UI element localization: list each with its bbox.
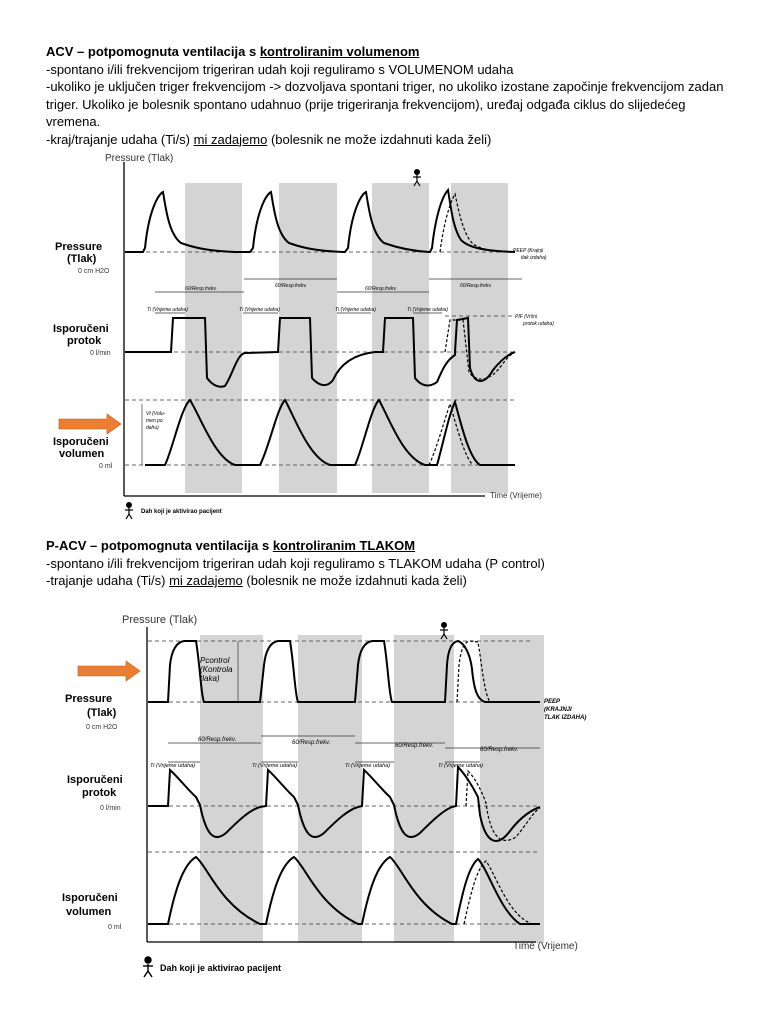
pacv-heading-text: P-ACV – potpomognuta ventilacija s [46, 538, 273, 553]
peep-label-2: (KRAJNJI [544, 707, 572, 713]
inspiration-bands [200, 635, 544, 943]
flow-zero: 0 l/min [90, 350, 111, 357]
flow-zero: 0 l/min [100, 805, 121, 812]
pacv-line-2-post: (bolesnik ne može izdahnuti kada želi) [242, 573, 467, 588]
freq-label-1: 60/Resp.frekv. [198, 737, 237, 743]
freq-label-2: 60/Resp.frekv. [292, 740, 331, 746]
arrow-icon [78, 661, 140, 681]
vt-label: Vt (Volu- [146, 411, 166, 417]
ti-label-3: Ti (Vrijeme udaha) [345, 763, 391, 769]
ti-label-2: Ti (Vrijeme udaha) [252, 763, 298, 769]
ti-label-4: Ti (Vrijeme udaha) [438, 763, 484, 769]
freq-label-2: 60/Resp.frekv. [275, 283, 307, 289]
axis-time-label: Time (Vrijeme) [513, 941, 578, 952]
peep-label: PEEP (Krajnji [513, 248, 544, 254]
pcontrol-label-2: (Kontrola [200, 665, 233, 674]
freq-label-4: 60/Resp.frekv. [480, 747, 519, 753]
acv-heading [46, 43, 726, 61]
freq-label-1: 60/Resp.frekv. [185, 286, 217, 292]
pacv-line-2-underlined: mi zadajemo [169, 573, 243, 588]
axis-top-label: Pressure (Tlak) [105, 153, 174, 164]
peep-label-3: TLAK IZDAHA) [544, 715, 587, 721]
pressure-label: Pressure [55, 241, 103, 253]
pif-label: PIF (Vršni [515, 314, 538, 320]
pacv-line-1: -spontano i/ili frekvencijom trigeriran udah koji reguliramo s TLAKOM udaha (P control) [46, 555, 545, 571]
volume-label-2: volumen [66, 906, 112, 918]
acv-section [46, 43, 726, 148]
vt-label-3: dahu) [146, 425, 159, 431]
acv-heading-text: ACV – potpomognuta ventilacija s [46, 44, 260, 59]
pacv-line-2-pre: -trajanje udaha (Ti/s) [46, 573, 170, 588]
peep-label: PEEP [544, 699, 561, 705]
volume-zero: 0 ml [99, 463, 113, 470]
legend-text: Dah koji je aktivirao pacijent [160, 963, 282, 973]
freq-label-4: 60/Resp.frekv. [460, 283, 492, 289]
pressure-zero: 0 cm H2O [86, 724, 118, 731]
acv-waveform-figure [45, 148, 565, 528]
ti-label-1: Ti (Vrijeme udaha) [150, 763, 196, 769]
legend-patient-icon [143, 957, 153, 977]
volume-zero: 0 ml [108, 924, 122, 931]
axis-top-label: Pressure (Tlak) [122, 614, 198, 626]
volume-label-2: volumen [59, 448, 105, 460]
legend-patient-icon [125, 503, 133, 519]
legend-text: Dah koji je aktivirao pacijent [141, 509, 222, 515]
volume-label: Isporučeni [62, 892, 118, 904]
acv-line-3-post: (bolesnik ne može izdahnuti kada želi) [267, 131, 492, 147]
flow-label-2: protok [67, 335, 102, 347]
pacv-heading-underlined: kontroliranim TLAKOM [272, 538, 416, 553]
freq-label-3: 60/Resp.frekv. [365, 286, 397, 292]
acv-line-3 [46, 131, 726, 149]
ti-label-1: Ti (Vrijeme udaha) [147, 307, 188, 313]
flow-label-2: protok [82, 787, 117, 799]
ti-label-3: Ti (Vrijeme udaha) [335, 307, 376, 313]
flow-label: Isporučeni [67, 774, 123, 786]
pcontrol-label-3: tlaka) [200, 674, 220, 683]
ti-label-2: Ti (Vrijeme udaha) [239, 307, 280, 313]
pressure-label: Pressure [65, 693, 113, 705]
ti-label-4: Ti (Vrijeme udaha) [407, 307, 448, 313]
acv-line-3-underlined: mi zadajemo [193, 131, 268, 147]
pacv-waveform-figure [60, 605, 620, 980]
pressure-zero: 0 cm H2O [78, 268, 110, 275]
pif-label-2: protok udaha) [523, 321, 554, 327]
acv-heading-underlined: kontroliranim volumenom [259, 44, 420, 59]
volume-label: Isporučeni [53, 436, 109, 448]
pacv-heading [46, 537, 726, 555]
pacv-line-2 [46, 572, 726, 590]
vt-label-2: men po [146, 418, 163, 424]
freq-label-3: 60/Resp.frekv. [395, 743, 434, 749]
acv-line-3-pre: -kraj/trajanje udaha (Ti/s) [46, 131, 194, 147]
pcontrol-label: Pcontrol [200, 656, 230, 665]
peep-label-2: tlak izdaha) [521, 255, 547, 261]
inspiration-bands [185, 183, 508, 493]
acv-line-2: -ukoliko je uključen triger frekvencijom -> dozvoljava spontani triger, no ukoliko izostane započinje frekvencijom zadan triger. Ukoliko je bolesnik spontano udahnuo (prije trigeriranja frekvencijom), uređaj odgađa ciklus do slijedećeg vremena. [46, 79, 724, 129]
axis-time-label: Time (Vrijeme) [490, 491, 542, 500]
pressure-label-2: (Tlak) [87, 707, 117, 719]
acv-line-1: -spontano i/ili frekvencijom trigeriran udah koji reguliramo s VOLUMENOM udaha [46, 61, 514, 77]
flow-label: Isporučeni [53, 323, 109, 335]
pressure-label-2: (Tlak) [67, 253, 97, 265]
arrow-icon [59, 414, 121, 434]
pacv-section [46, 537, 726, 590]
